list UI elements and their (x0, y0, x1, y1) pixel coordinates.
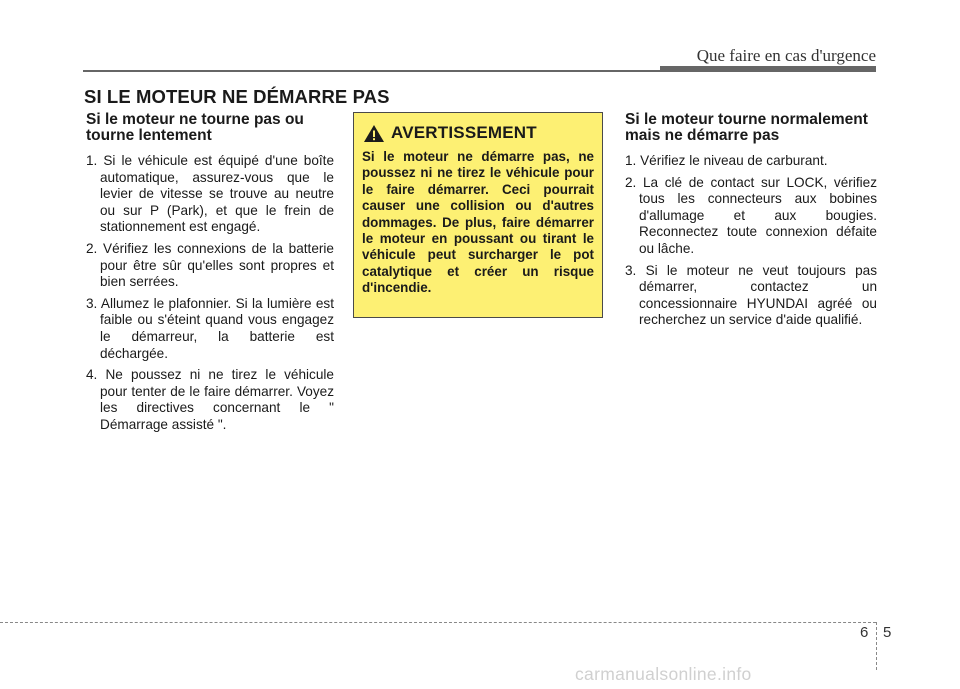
footer-divider (0, 622, 876, 623)
left-step-1: 1. Si le véhicule est équipé d'une boîte automatique, assurez-vous que le levier de vitesse se trouve au neutre ou sur P (Park), et que le frein de stationnement est engagé. (86, 153, 334, 235)
left-steps-list (86, 153, 334, 434)
left-step-3: 3. Allumez le plafonnier. Si la lumière est faible ou s'éteint quand vous engagez le démarreur, la batterie est déchargée. (86, 295, 334, 361)
left-step-4: 4. Ne poussez ni ne tirez le véhicule pour tenter de le faire démarrer. Voyez les directives concernant le " Démarrage assisté ". (86, 367, 334, 432)
right-step-1: 1. Vérifiez le niveau de carburant. (625, 153, 828, 168)
left-step-2: 2. Vérifiez les connexions de la batterie pour être sûr qu'elles sont propres et bien serrées. (86, 240, 334, 290)
right-column-heading: Si le moteur tourne normalement mais ne démarre pas (625, 111, 868, 144)
right-step-2: 2. La clé de contact sur LOCK, vérifiez tous les connecteurs aux bobines d'allumage et aux bougies. Reconnectez toute connexion défaite ou lâche. (625, 174, 877, 256)
chapter-title: Que faire en cas d'urgence (696, 46, 876, 65)
right-step-3: 3. Si le moteur ne veut toujours pas démarrer, contactez un concessionnaire HYUNDAI agréé ou recherchez un service d'aide qualifié. (625, 262, 877, 328)
right-column (625, 112, 877, 334)
warning-header (362, 123, 594, 143)
warning-text: Si le moteur ne démarre pas, ne poussez ni ne tirez le véhicule pour le faire démarrer. Ceci pourrait causer une collision ou d'autres dommages. De plus, faire démarrer le moteur en poussant ou tirant le véhicule peut surcharger le pot catalytique et créer un risque d'incendie. (362, 149, 594, 296)
warning-triangle-icon (363, 124, 385, 143)
left-column (86, 112, 334, 439)
right-steps-list (625, 153, 877, 329)
warning-title: AVERTISSEMENT (391, 123, 537, 142)
page-number: 5 (883, 624, 892, 641)
chapter-number: 6 (860, 624, 869, 641)
header-divider-accent (660, 66, 876, 72)
section-title: SI LE MOTEUR NE DÉMARRE PAS (84, 86, 390, 107)
watermark: carmanualsonline.info (575, 664, 752, 684)
left-column-heading: Si le moteur ne tourne pas ou tourne lentement (86, 111, 304, 144)
warning-box (353, 112, 603, 318)
page-number-divider (876, 622, 877, 670)
